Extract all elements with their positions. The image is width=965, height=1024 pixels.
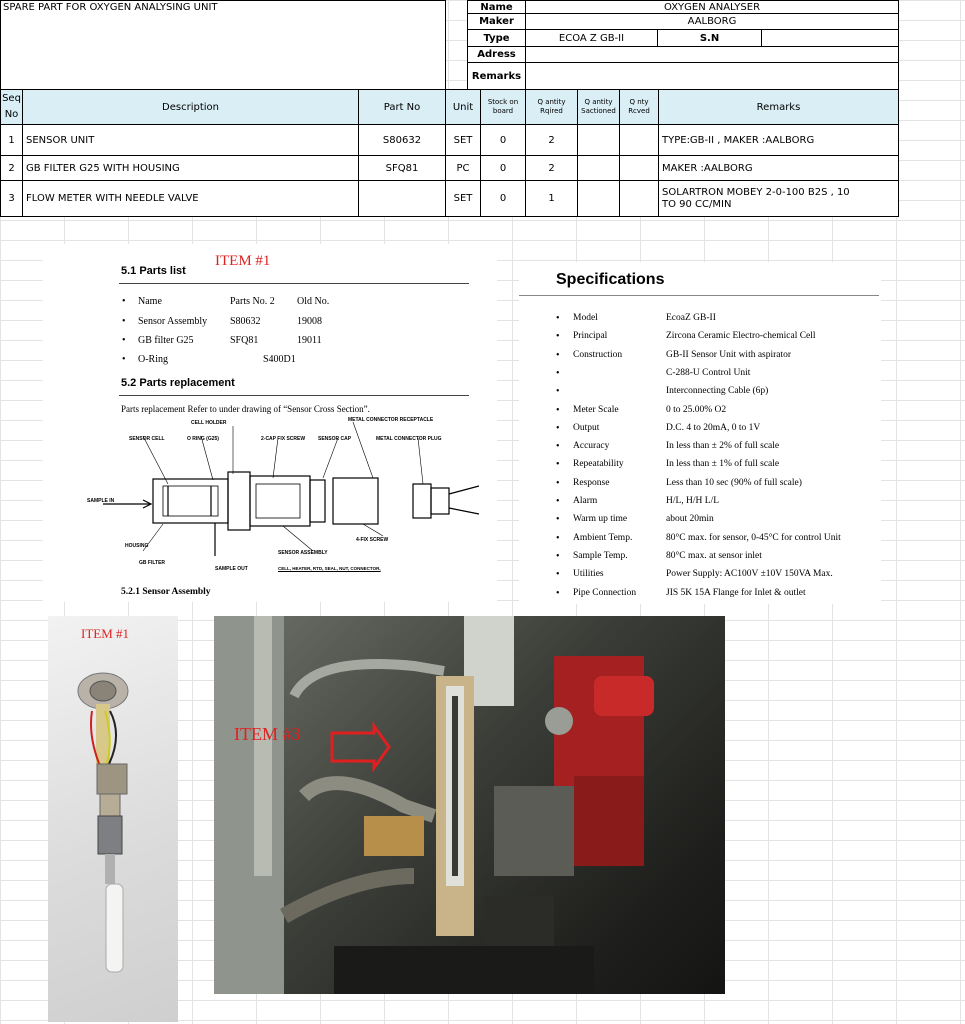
- diagram-label: CELL HOLDER: [191, 420, 227, 426]
- flow-meter-photo: [214, 616, 725, 994]
- spec-bullet: •: [556, 550, 560, 562]
- spec-value: 0 to 25.00% O2: [666, 404, 727, 415]
- value-remarks[interactable]: [525, 62, 899, 90]
- value-maker[interactable]: AALBORG: [525, 13, 899, 30]
- parts-item-name: • Sensor Assembly: [138, 316, 207, 327]
- spec-value: 80°C max. for sensor, 0-45°C for control Unit: [666, 532, 841, 543]
- value-sn[interactable]: [761, 29, 899, 47]
- row-remarks: MAKER :AALBORG: [658, 155, 899, 181]
- spec-value: C-288-U Control Unit: [666, 367, 751, 378]
- parts-item-old: 19011: [297, 335, 322, 346]
- row-remarks: TYPE:GB-II , MAKER :AALBORG: [658, 124, 899, 156]
- spec-value: EcoaZ GB-II: [666, 313, 716, 323]
- row-received[interactable]: [619, 155, 659, 181]
- parts-replacement-heading: 5.2 Parts replacement: [121, 377, 235, 389]
- row-unit: SET: [445, 180, 481, 217]
- value-name[interactable]: OXYGEN ANALYSER: [525, 0, 899, 14]
- spec-label: Output: [573, 422, 600, 433]
- col-stock: Stock on board: [480, 89, 526, 125]
- col-description: Description: [22, 89, 359, 125]
- spec-bullet: •: [556, 477, 560, 489]
- spec-bullet: •: [556, 367, 560, 379]
- label-adress: Adress: [467, 46, 526, 63]
- spec-label: Pipe Connection: [573, 587, 637, 598]
- row-part-no: [358, 180, 446, 217]
- row-sanctioned[interactable]: [577, 180, 620, 217]
- diagram-label: HOUSING: [125, 543, 149, 549]
- row-remarks: SOLARTRON MOBEY 2-0-100 B2S , 10 TO 90 CC/MIN: [658, 180, 899, 217]
- spec-value: Power Supply: AC100V ±10V 150VA Max.: [666, 569, 833, 580]
- diagram-label: METAL CONNECTOR RECEPTACLE: [348, 417, 434, 423]
- col-seq: Seq No: [0, 89, 23, 125]
- row-received[interactable]: [619, 124, 659, 156]
- spec-label: Model: [573, 313, 598, 323]
- parts-col-no: Parts No. 2: [230, 296, 275, 307]
- diagram-label: 4-FIX SCREW: [356, 537, 389, 543]
- spec-bullet: •: [556, 349, 560, 361]
- parts-list-document: [43, 244, 497, 602]
- row-unit: PC: [445, 155, 481, 181]
- diagram-label: SAMPLE IN: [87, 498, 115, 504]
- parts-item-no: SFQ81: [230, 335, 259, 346]
- label-sn: S.N: [657, 29, 762, 47]
- spec-bullet: •: [556, 422, 560, 434]
- rule: [119, 283, 469, 284]
- spec-bullet: •: [556, 404, 560, 416]
- parts-item-old: 19008: [297, 316, 322, 327]
- spec-label: Utilities: [573, 569, 604, 580]
- col-required: Q antity Rqired: [525, 89, 578, 125]
- row-description: SENSOR UNIT: [22, 124, 359, 156]
- spec-value: In less than ± 1% of full scale: [666, 459, 780, 470]
- parts-item-name: • GB filter G25: [138, 335, 194, 346]
- spec-bullet: •: [556, 386, 560, 398]
- spec-label: Meter Scale: [573, 404, 619, 415]
- spec-value: In less than ± 2% of full scale: [666, 441, 780, 452]
- value-type[interactable]: ECOA Z GB-II: [525, 29, 658, 47]
- parts-item-no: S80632: [230, 316, 261, 327]
- sheet-title: SPARE PART FOR OXYGEN ANALYSING UNIT: [3, 2, 218, 13]
- row-sanctioned[interactable]: [577, 124, 620, 156]
- spec-value: H/L, H/H L/L: [666, 496, 720, 506]
- row-seq: 2: [0, 155, 23, 181]
- specifications-title: Specifications: [556, 271, 665, 288]
- row-part-no: S80632: [358, 124, 446, 156]
- sheet-title-box: [0, 0, 446, 90]
- spec-value: Less than 10 sec (90% of full scale): [666, 477, 802, 488]
- col-part-no: Part No: [358, 89, 446, 125]
- diagram-label: SENSOR ASSEMBLY: [278, 550, 328, 556]
- spec-bullet: •: [556, 532, 560, 544]
- spec-label: Warm up time: [573, 514, 628, 525]
- spec-bullet: •: [556, 313, 560, 324]
- value-adress[interactable]: [525, 46, 899, 63]
- row-required: 2: [525, 124, 578, 156]
- replacement-text: Parts replacement Refer to under drawing of “Sensor Cross Section”.: [121, 404, 370, 414]
- col-remarks: Remarks: [658, 89, 899, 125]
- spec-label: Repeatability: [573, 459, 624, 470]
- row-stock: 0: [480, 124, 526, 156]
- col-received: Q nty Rcved: [619, 89, 659, 125]
- diagram-label: 2-CAP FIX SCREW: [261, 436, 306, 442]
- spec-value: Zircona Ceramic Electro-chemical Cell: [666, 331, 816, 342]
- item1-photo-label: ITEM #1: [81, 626, 130, 641]
- parts-list-heading: 5.1 Parts list: [121, 265, 186, 277]
- diagram-label: CELL, HEATER, RTD, SEAL, NUT, CONNECTOR,: [278, 566, 381, 571]
- row-required: 2: [525, 155, 578, 181]
- spec-value: GB-II Sensor Unit with aspirator: [666, 349, 792, 360]
- row-description: GB FILTER G25 WITH HOUSING: [22, 155, 359, 181]
- spec-bullet: •: [556, 331, 560, 343]
- spec-bullet: •: [556, 514, 560, 526]
- parts-col-old: Old No.: [297, 296, 330, 307]
- spec-label: Response: [573, 477, 610, 488]
- diagram-label: METAL CONNECTOR PLUG: [376, 436, 442, 442]
- spec-value: Interconnecting Cable (6p): [666, 386, 769, 397]
- row-stock: 0: [480, 155, 526, 181]
- spec-value: 80°C max. at sensor inlet: [666, 550, 762, 561]
- item1-doc-label: ITEM #1: [215, 253, 271, 269]
- spec-bullet: •: [556, 441, 560, 453]
- spec-value: JIS 5K 15A Flange for Inlet & outlet: [666, 587, 806, 598]
- label-type: Type: [467, 29, 526, 47]
- spec-value: about 20min: [666, 514, 714, 525]
- spec-label: Accuracy: [573, 441, 610, 452]
- row-received[interactable]: [619, 180, 659, 217]
- spec-label: Sample Temp.: [573, 550, 628, 561]
- label-name: Name: [467, 0, 526, 14]
- spec-value: D.C. 4 to 20mA, 0 to 1V: [666, 422, 761, 433]
- diagram-label: O RING (G25): [187, 436, 219, 442]
- row-stock: 0: [480, 180, 526, 217]
- row-unit: SET: [445, 124, 481, 156]
- spec-bullet: •: [556, 587, 560, 599]
- spec-label: Construction: [573, 349, 623, 360]
- spec-label: Principal: [573, 331, 608, 342]
- diagram-label: GB FILTER: [139, 560, 166, 566]
- rule: [119, 395, 469, 396]
- spec-label: Alarm: [573, 496, 598, 506]
- specifications-document: [519, 262, 881, 604]
- parts-item-no: S400D1: [263, 354, 296, 365]
- flow-meter-scene: [214, 616, 725, 994]
- col-sanctioned: Q antity Sactioned: [577, 89, 620, 125]
- parts-item-name: • O-Ring: [138, 354, 168, 365]
- rule: [519, 295, 879, 296]
- item3-photo-label: ITEM #3: [234, 724, 301, 744]
- spec-label: Ambient Temp.: [573, 532, 633, 543]
- row-sanctioned[interactable]: [577, 155, 620, 181]
- row-description: FLOW METER WITH NEEDLE VALVE: [22, 180, 359, 217]
- sensor-assembly-heading: 5.2.1 Sensor Assembly: [121, 587, 211, 597]
- spec-bullet: •: [556, 569, 560, 581]
- diagram-label: SAMPLE OUT: [215, 566, 248, 572]
- sensor-unit-photo: [48, 616, 178, 1022]
- label-maker: Maker: [467, 13, 526, 30]
- parts-col-name: • Name: [138, 296, 162, 307]
- spec-bullet: •: [556, 459, 560, 471]
- row-required: 1: [525, 180, 578, 217]
- row-part-no: SFQ81: [358, 155, 446, 181]
- row-seq: 1: [0, 124, 23, 156]
- spec-bullet: •: [556, 496, 560, 507]
- diagram-label: SENSOR CELL: [129, 436, 165, 442]
- col-unit: Unit: [445, 89, 481, 125]
- row-seq: 3: [0, 180, 23, 217]
- label-remarks: Remarks: [467, 62, 526, 90]
- diagram-label: SENSOR CAP: [318, 436, 352, 442]
- sensor-unit-drawing: [48, 616, 178, 1022]
